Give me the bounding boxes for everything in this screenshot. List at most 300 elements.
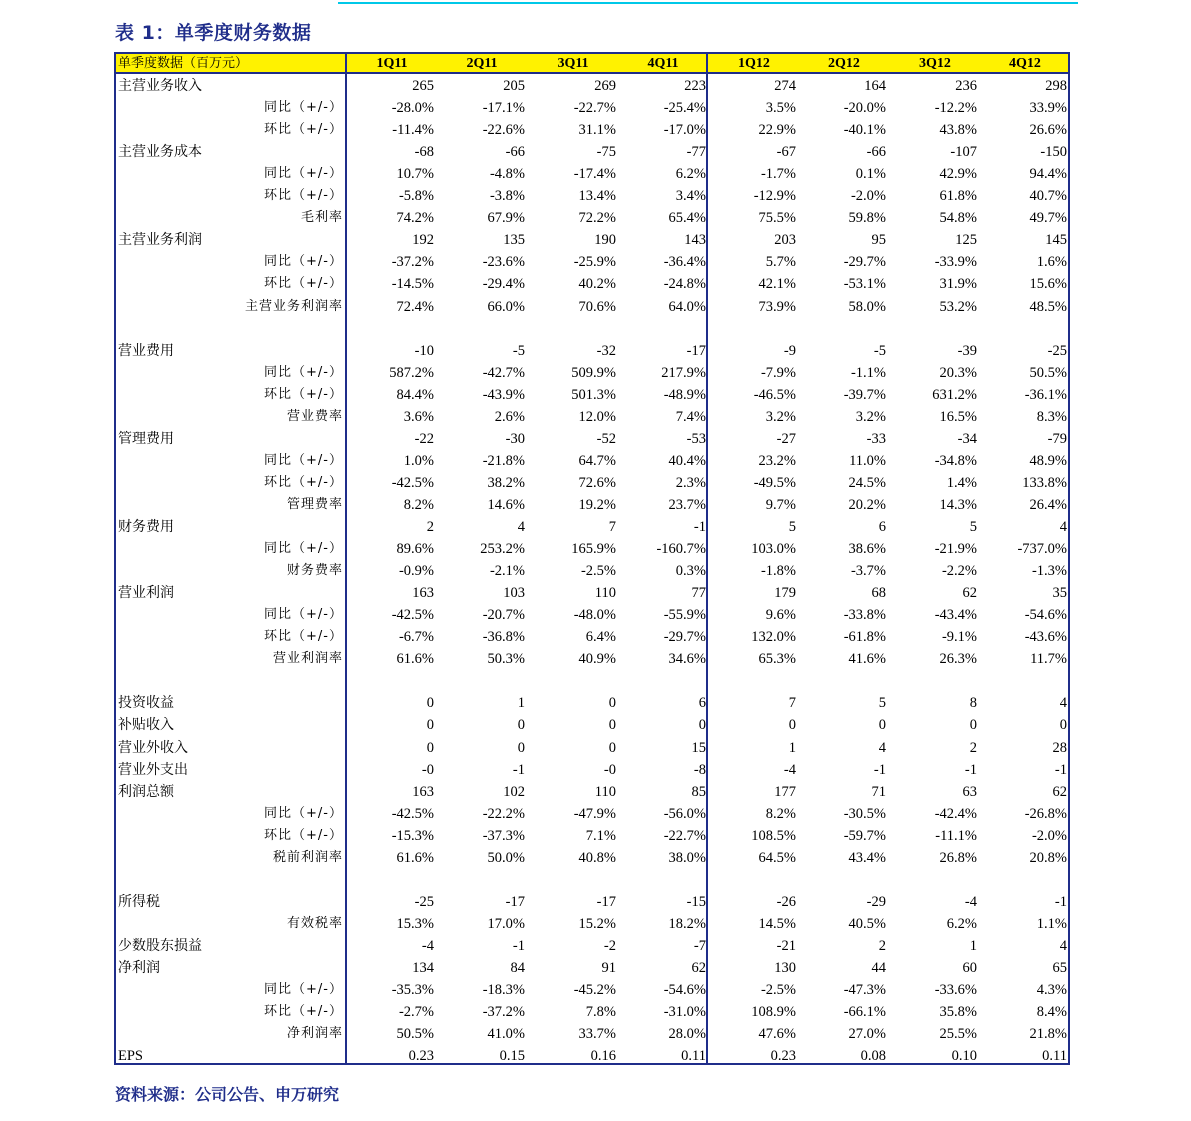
value-cell: -22.7% — [663, 827, 706, 844]
value-cell: 41.6% — [848, 651, 886, 668]
table-row — [116, 119, 1068, 141]
value-cell: 35.8% — [939, 1004, 977, 1021]
value-cell: 25.5% — [939, 1026, 977, 1043]
value-cell: -4 — [964, 893, 977, 910]
value-cell: 72.2% — [578, 210, 616, 227]
value-cell: 9.6% — [765, 607, 796, 624]
value-cell: -37.2% — [391, 254, 434, 271]
value-cell: -36.4% — [663, 254, 706, 271]
header-quarter: 1Q12 — [738, 56, 770, 71]
value-cell: 0 — [426, 739, 434, 756]
value-cell: 265 — [412, 78, 434, 94]
value-cell: 8.2% — [765, 805, 796, 822]
row-label: 主营业务利润 — [118, 232, 202, 249]
table-row — [116, 296, 1068, 318]
value-cell: -4 — [421, 937, 434, 954]
row-sublabel: 营业费率 — [286, 408, 343, 424]
value-cell: 26.4% — [1029, 496, 1067, 513]
row-label: 主营业务成本 — [118, 144, 202, 161]
value-cell: -1 — [873, 761, 886, 778]
table-row — [116, 538, 1068, 560]
value-cell: 59.8% — [848, 210, 886, 227]
row-label: 主营业务收入 — [118, 78, 202, 94]
table-row — [116, 251, 1068, 273]
header-quarter: 2Q12 — [828, 56, 860, 71]
value-cell: 0.11 — [681, 1048, 706, 1065]
value-cell: -20.7% — [482, 607, 525, 624]
value-cell: -42.5% — [391, 805, 434, 822]
value-cell: 20.3% — [939, 364, 977, 381]
value-cell: 3.2% — [855, 408, 886, 425]
value-cell: 192 — [412, 232, 434, 249]
header-label: 单季度数据（百万元） — [118, 56, 249, 71]
value-cell: 0.10 — [951, 1048, 977, 1065]
value-cell: 1.0% — [403, 452, 434, 469]
table-row — [116, 163, 1068, 185]
value-cell: 70.6% — [578, 298, 616, 315]
value-cell: 33.9% — [1029, 100, 1067, 117]
value-cell: 2 — [969, 739, 977, 756]
value-cell: 21.8% — [1029, 1026, 1067, 1043]
row-sublabel: 税前利润率 — [272, 849, 343, 865]
value-cell: -31.0% — [663, 1004, 706, 1021]
value-cell: 203 — [774, 232, 796, 249]
value-cell: -2 — [603, 937, 616, 954]
table-row — [116, 692, 1068, 714]
value-cell: 34.6% — [668, 651, 706, 668]
value-cell: -40.1% — [843, 122, 886, 139]
table-row — [116, 648, 1068, 670]
table-row — [116, 781, 1068, 803]
table-row — [116, 825, 1068, 847]
row-sublabel: 环比（+/-） — [264, 122, 343, 138]
value-cell: -1.8% — [760, 563, 796, 580]
value-cell: -1.7% — [760, 166, 796, 183]
value-cell: -75 — [596, 144, 616, 161]
value-cell: 84 — [510, 960, 525, 976]
value-cell: 190 — [594, 232, 616, 249]
row-sublabel: 环比（+/-） — [264, 474, 343, 490]
value-cell: 38.0% — [668, 849, 706, 866]
value-cell: 47.6% — [758, 1026, 796, 1043]
value-cell: 27.0% — [848, 1026, 886, 1043]
value-cell: -107 — [950, 144, 977, 161]
value-cell: -48.9% — [663, 386, 706, 403]
value-cell: 62 — [1052, 783, 1067, 800]
value-cell: -66 — [866, 144, 886, 161]
value-cell: -1 — [964, 761, 977, 778]
value-cell: 58.0% — [848, 298, 886, 315]
value-cell: -2.0% — [1031, 827, 1067, 844]
value-cell: 61.6% — [396, 849, 434, 866]
value-cell: 75.5% — [758, 210, 796, 227]
row-label: 利润总额 — [118, 783, 174, 800]
value-cell: -10 — [414, 342, 434, 359]
value-cell: -21.9% — [934, 541, 977, 558]
value-cell: -11.4% — [392, 122, 434, 139]
value-cell: -9 — [783, 342, 796, 359]
value-cell: 8 — [969, 695, 977, 712]
value-cell: 103 — [503, 585, 525, 602]
value-cell: 0 — [426, 695, 434, 712]
value-cell: 223 — [684, 78, 706, 94]
value-cell: 62 — [962, 585, 977, 602]
row-sublabel: 同比（+/-） — [264, 452, 343, 468]
value-cell: 108.5% — [751, 827, 796, 844]
value-cell: -33.6% — [934, 982, 977, 999]
row-sublabel: 同比（+/-） — [264, 982, 343, 998]
value-cell: -49.5% — [753, 474, 796, 491]
value-cell: 12.0% — [578, 408, 616, 425]
value-cell: -2.2% — [941, 563, 977, 580]
value-cell: -7.9% — [760, 364, 796, 381]
value-cell: -35.3% — [391, 982, 434, 999]
value-cell: -46.5% — [753, 386, 796, 403]
value-cell: 501.3% — [571, 386, 616, 403]
table-row — [116, 97, 1068, 119]
value-cell: 15 — [691, 739, 706, 756]
spacer-row — [116, 318, 1068, 340]
row-label: 少数股东损益 — [118, 937, 202, 954]
value-cell: -1 — [512, 937, 525, 954]
value-cell: 6.2% — [946, 915, 977, 932]
value-cell: 164 — [864, 78, 886, 94]
table-row — [116, 1045, 1068, 1067]
value-cell: 236 — [955, 78, 977, 94]
value-cell: 64.7% — [578, 452, 616, 469]
value-cell: 145 — [1045, 232, 1067, 249]
value-cell: -32 — [596, 342, 616, 359]
value-cell: 3.4% — [675, 188, 706, 205]
value-cell: -21.8% — [482, 452, 525, 469]
row-sublabel: 环比（+/-） — [264, 386, 343, 402]
row-sublabel: 同比（+/-） — [264, 805, 343, 821]
value-cell: 135 — [503, 232, 525, 249]
value-cell: 40.2% — [578, 276, 616, 293]
value-cell: -0 — [603, 761, 616, 778]
value-cell: 8.3% — [1036, 408, 1067, 425]
value-cell: 48.9% — [1029, 452, 1067, 469]
value-cell: 67.9% — [487, 210, 525, 227]
value-cell: -12.2% — [934, 100, 977, 117]
value-cell: 62 — [691, 960, 706, 976]
row-sublabel: 主营业务利润率 — [244, 298, 343, 314]
row-sublabel: 同比（+/-） — [264, 100, 343, 116]
value-cell: 217.9% — [661, 364, 706, 381]
row-label: 营业费用 — [118, 342, 174, 359]
value-cell: 2.3% — [675, 474, 706, 491]
value-cell: -5 — [873, 342, 886, 359]
table-row — [116, 847, 1068, 869]
value-cell: 7.1% — [585, 827, 616, 844]
table-row — [116, 185, 1068, 207]
value-cell: -9.1% — [941, 629, 977, 646]
value-cell: -43.9% — [482, 386, 525, 403]
value-cell: 18.2% — [668, 915, 706, 932]
value-cell: 44 — [871, 960, 886, 976]
table-row — [116, 362, 1068, 384]
table-row — [116, 979, 1068, 1001]
value-cell: 31.1% — [578, 122, 616, 139]
header-quarter: 2Q11 — [466, 56, 498, 71]
value-cell: 0 — [788, 717, 796, 734]
value-cell: 0.23 — [770, 1048, 796, 1065]
value-cell: 40.9% — [578, 651, 616, 668]
value-cell: 102 — [503, 783, 525, 800]
value-cell: 33.7% — [578, 1026, 616, 1043]
value-cell: -26 — [776, 893, 796, 910]
value-cell: 50.5% — [396, 1026, 434, 1043]
header-quarter: 4Q11 — [647, 56, 679, 71]
value-cell: 15.6% — [1029, 276, 1067, 293]
value-cell: 2 — [878, 937, 886, 954]
value-cell: 177 — [774, 783, 796, 800]
value-cell: 0.16 — [590, 1048, 616, 1065]
value-cell: -54.6% — [663, 982, 706, 999]
value-cell: -42.7% — [482, 364, 525, 381]
value-cell: -43.4% — [934, 607, 977, 624]
table-row — [116, 428, 1068, 450]
value-cell: 0 — [698, 717, 706, 734]
value-cell: 91 — [601, 960, 616, 976]
value-cell: 205 — [503, 78, 525, 94]
value-cell: 42.9% — [939, 166, 977, 183]
table-row — [116, 494, 1068, 516]
value-cell: -68 — [414, 144, 434, 161]
row-sublabel: 财务费率 — [286, 563, 343, 579]
value-cell: -22.2% — [482, 805, 525, 822]
value-cell: -5.8% — [398, 188, 434, 205]
row-label: EPS — [118, 1048, 143, 1065]
value-cell: 103.0% — [751, 541, 796, 558]
value-cell: 6.4% — [585, 629, 616, 646]
value-cell: 0 — [426, 717, 434, 734]
value-cell: -29 — [866, 893, 886, 910]
value-cell: 14.3% — [939, 496, 977, 513]
value-cell: -1 — [693, 519, 706, 535]
value-cell: 26.8% — [939, 849, 977, 866]
value-cell: 3.2% — [765, 408, 796, 425]
value-cell: -52 — [596, 430, 616, 447]
table-row — [116, 229, 1068, 251]
value-cell: 64.0% — [668, 298, 706, 315]
row-label: 净利润 — [118, 960, 160, 976]
value-cell: -34 — [957, 430, 977, 447]
value-cell: 15.2% — [578, 915, 616, 932]
table-row — [116, 737, 1068, 759]
table-row — [116, 384, 1068, 406]
value-cell: 73.9% — [758, 298, 796, 315]
header-quarter: 3Q11 — [557, 56, 589, 71]
value-cell: 71 — [871, 783, 886, 800]
value-cell: 631.2% — [932, 386, 977, 403]
value-cell: 274 — [774, 78, 796, 94]
value-cell: -59.7% — [843, 827, 886, 844]
value-cell: 15.3% — [396, 915, 434, 932]
value-cell: -37.2% — [482, 1004, 525, 1021]
row-sublabel: 同比（+/-） — [264, 364, 343, 380]
value-cell: 65.3% — [758, 651, 796, 668]
table-row — [116, 1001, 1068, 1023]
value-cell: 0.1% — [855, 166, 886, 183]
value-cell: -56.0% — [663, 805, 706, 822]
value-cell: 13.4% — [578, 188, 616, 205]
value-cell: -25.9% — [573, 254, 616, 271]
value-cell: -42.5% — [391, 474, 434, 491]
table-title: 表 1：单季度财务数据 — [115, 22, 312, 44]
top-rule — [338, 2, 1078, 4]
value-cell: -17.1% — [482, 100, 525, 117]
value-cell: -22.7% — [573, 100, 616, 117]
value-cell: 134 — [412, 960, 434, 976]
value-cell: 61.8% — [939, 188, 977, 205]
table-row — [116, 891, 1068, 913]
value-cell: -30 — [505, 430, 525, 447]
value-cell: 6 — [698, 695, 706, 712]
row-sublabel: 环比（+/-） — [264, 276, 343, 292]
table-row — [116, 450, 1068, 472]
value-cell: 2.6% — [494, 408, 525, 425]
value-cell: -17.4% — [573, 166, 616, 183]
value-cell: -47.9% — [573, 805, 616, 822]
value-cell: 132.0% — [751, 629, 796, 646]
value-cell: 10.7% — [396, 166, 434, 183]
value-cell: 20.2% — [848, 496, 886, 513]
value-cell: 5.7% — [765, 254, 796, 271]
value-cell: 50.3% — [487, 651, 525, 668]
value-cell: -2.5% — [580, 563, 616, 580]
value-cell: -29.4% — [482, 276, 525, 293]
value-cell: 24.5% — [848, 474, 886, 491]
value-cell: -1 — [1054, 761, 1067, 778]
value-cell: -23.6% — [482, 254, 525, 271]
value-cell: -11.1% — [935, 827, 977, 844]
value-cell: -66.1% — [843, 1004, 886, 1021]
value-cell: 143 — [684, 232, 706, 249]
value-cell: -37.3% — [482, 827, 525, 844]
value-cell: -36.8% — [482, 629, 525, 646]
value-cell: 0 — [608, 695, 616, 712]
value-cell: -77 — [686, 144, 706, 161]
table-row — [116, 472, 1068, 494]
header-quarter: 3Q12 — [919, 56, 951, 71]
value-cell: 17.0% — [487, 915, 525, 932]
value-cell: -1 — [512, 761, 525, 778]
row-label: 补贴收入 — [118, 717, 174, 734]
value-cell: 23.7% — [668, 496, 706, 513]
value-cell: -30.5% — [843, 805, 886, 822]
value-cell: -18.3% — [482, 982, 525, 999]
value-cell: 1.6% — [1036, 254, 1067, 271]
value-cell: -17 — [505, 893, 525, 910]
value-cell: -39.7% — [843, 386, 886, 403]
value-cell: 5 — [788, 519, 796, 535]
value-cell: 2 — [426, 519, 434, 535]
value-cell: 5 — [969, 519, 977, 535]
value-cell: 0.08 — [860, 1048, 886, 1065]
value-cell: -4 — [783, 761, 796, 778]
value-cell: 1 — [517, 695, 525, 712]
value-cell: -42.4% — [934, 805, 977, 822]
row-sublabel: 环比（+/-） — [264, 188, 343, 204]
value-cell: 28.0% — [668, 1026, 706, 1043]
value-cell: 66.0% — [487, 298, 525, 315]
value-cell: -33.9% — [934, 254, 977, 271]
value-cell: 16.5% — [939, 408, 977, 425]
value-cell: 85 — [691, 783, 706, 800]
value-cell: 298 — [1045, 78, 1067, 94]
value-cell: -1.3% — [1031, 563, 1067, 580]
value-cell: -3.8% — [489, 188, 525, 205]
value-cell: -79 — [1047, 430, 1067, 447]
value-cell: 587.2% — [389, 364, 434, 381]
row-sublabel: 环比（+/-） — [264, 827, 343, 843]
value-cell: 65.4% — [668, 210, 706, 227]
value-cell: 14.6% — [487, 496, 525, 513]
value-cell: 22.9% — [758, 122, 796, 139]
value-cell: 38.2% — [487, 474, 525, 491]
value-cell: 8.4% — [1036, 1004, 1067, 1021]
value-cell: 0 — [1059, 717, 1067, 734]
row-label: 营业利润 — [118, 585, 174, 602]
row-label: 所得税 — [118, 893, 160, 910]
value-cell: -150 — [1040, 144, 1067, 161]
value-cell: -34.8% — [934, 452, 977, 469]
value-cell: -25 — [414, 893, 434, 910]
row-sublabel: 营业利润率 — [272, 651, 343, 667]
value-cell: 89.6% — [396, 541, 434, 558]
table-row — [116, 207, 1068, 229]
value-cell: -0 — [421, 761, 434, 778]
value-cell: 5 — [878, 695, 886, 712]
value-cell: 84.4% — [396, 386, 434, 403]
row-sublabel: 净利润率 — [286, 1026, 343, 1042]
value-cell: -48.0% — [573, 607, 616, 624]
value-cell: 269 — [594, 78, 616, 94]
value-cell: -25 — [1047, 342, 1067, 359]
table-row — [116, 75, 1068, 97]
value-cell: -12.9% — [753, 188, 796, 205]
value-cell: 11.0% — [849, 452, 886, 469]
table-row — [116, 406, 1068, 428]
value-cell: 40.7% — [1029, 188, 1067, 205]
value-cell: 48.5% — [1029, 298, 1067, 315]
value-cell: 1.1% — [1036, 915, 1067, 932]
row-sublabel: 同比（+/-） — [264, 607, 343, 623]
value-cell: 0.15 — [499, 1048, 525, 1065]
value-cell: 40.4% — [668, 452, 706, 469]
value-cell: 65 — [1052, 960, 1067, 976]
value-cell: 43.4% — [848, 849, 886, 866]
value-cell: -24.8% — [663, 276, 706, 293]
table-row — [116, 803, 1068, 825]
value-cell: -737.0% — [1017, 541, 1067, 558]
value-cell: -1 — [1054, 893, 1067, 910]
value-cell: 6 — [878, 519, 886, 535]
value-cell: 42.1% — [758, 276, 796, 293]
header-quarter: 4Q12 — [1009, 56, 1041, 71]
value-cell: 0.3% — [675, 563, 706, 580]
value-cell: 68 — [871, 585, 886, 602]
value-cell: 35 — [1052, 585, 1067, 602]
value-cell: 0 — [608, 717, 616, 734]
value-cell: 64.5% — [758, 849, 796, 866]
value-cell: 6.2% — [675, 166, 706, 183]
value-cell: 0 — [517, 717, 525, 734]
value-cell: 4 — [878, 739, 886, 756]
row-sublabel: 管理费率 — [286, 496, 343, 512]
value-cell: -42.5% — [391, 607, 434, 624]
